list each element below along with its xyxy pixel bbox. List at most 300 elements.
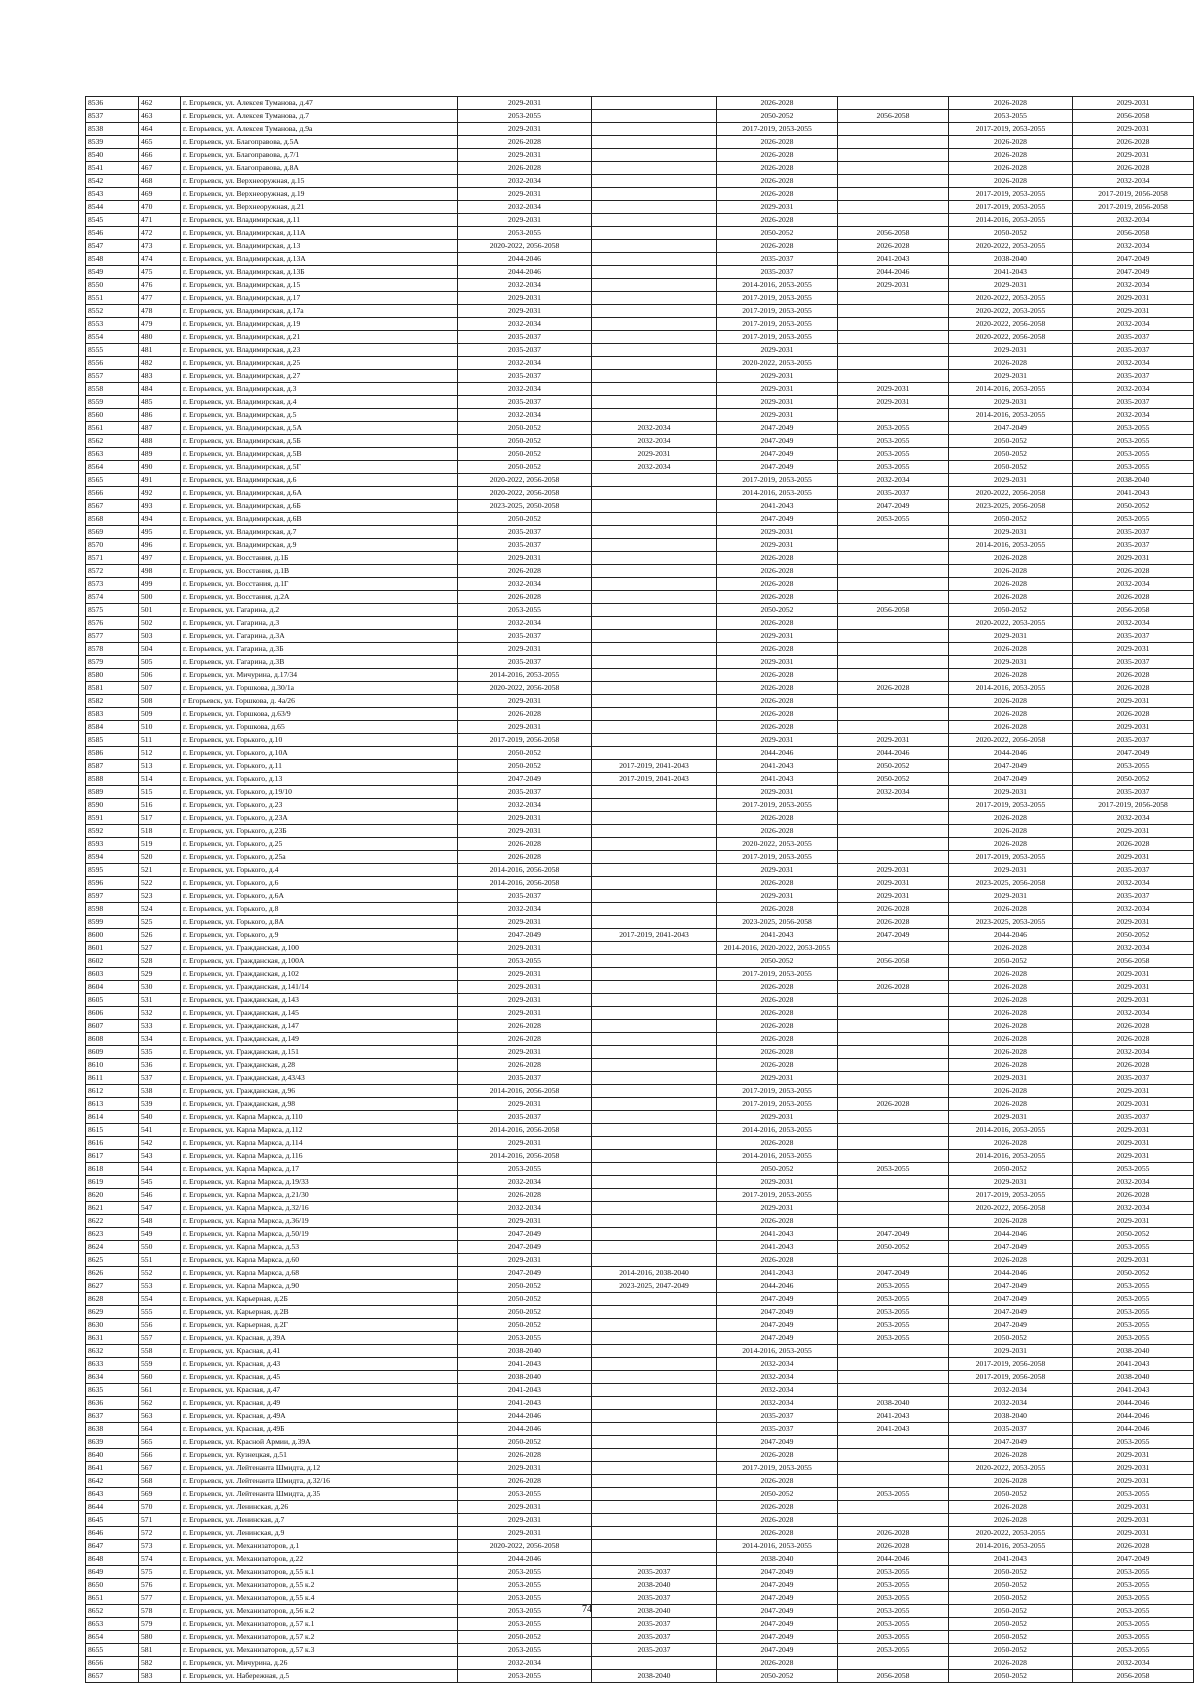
cell-row-number: 8554 [86, 331, 139, 344]
cell-period-basement: 2026-2028 [949, 968, 1073, 981]
cell-building-number: 565 [139, 1436, 181, 1449]
cell-building-number: 543 [139, 1150, 181, 1163]
cell-row-number: 8600 [86, 929, 139, 942]
cell-address: г. Егорьевск, ул. Владимирская, д.17а [181, 305, 458, 318]
table-row [86, 266, 1194, 279]
cell-row-number: 8546 [86, 227, 139, 240]
table-row [86, 916, 1194, 929]
cell-period-basement: 2017-2019, 2053-2055 [949, 201, 1073, 214]
cell-address: г. Егорьевск, ул. Карла Маркса, д.17 [181, 1163, 458, 1176]
cell-period-roof: 2035-2037 [458, 344, 592, 357]
cell-period-roof: 2047-2049 [458, 1241, 592, 1254]
cell-period-engineering: 2026-2028 [717, 552, 838, 565]
cell-period-basement: 2026-2028 [949, 942, 1073, 955]
cell-period-facade [592, 409, 717, 422]
cell-period-roof: 2050-2052 [458, 448, 592, 461]
cell-building-number: 561 [139, 1384, 181, 1397]
cell-period-elevator: 2026-2028 [838, 903, 949, 916]
cell-period-engineering: 2026-2028 [717, 1657, 838, 1670]
cell-period-basement: 2044-2046 [949, 1228, 1073, 1241]
table-row [86, 1319, 1194, 1332]
cell-period-foundation: 2029-2031 [1073, 643, 1194, 656]
cell-period-basement: 2026-2028 [949, 149, 1073, 162]
cell-period-facade [592, 1046, 717, 1059]
cell-row-number: 8581 [86, 682, 139, 695]
cell-period-facade: 2035-2037 [592, 1644, 717, 1657]
cell-address: г. Егорьевск, ул. Верхнеоружная, д.19 [181, 188, 458, 201]
cell-address: г. Егорьевск, ул. Горького, д.6 [181, 877, 458, 890]
cell-period-roof: 2029-2031 [458, 1501, 592, 1514]
cell-row-number: 8566 [86, 487, 139, 500]
cell-row-number: 8585 [86, 734, 139, 747]
cell-period-engineering: 2032-2034 [717, 1397, 838, 1410]
cell-period-elevator [838, 97, 949, 110]
cell-address: г. Егорьевск, ул. Гражданская, д.149 [181, 1033, 458, 1046]
cell-period-foundation: 2026-2028 [1073, 162, 1194, 175]
cell-address: г. Егорьевск, ул. Владимирская, д.5В [181, 448, 458, 461]
cell-period-facade [592, 1345, 717, 1358]
cell-period-facade [592, 1527, 717, 1540]
table-row [86, 708, 1194, 721]
cell-address: г. Егорьевск, ул. Гражданская, д.28 [181, 1059, 458, 1072]
cell-row-number: 8630 [86, 1319, 139, 1332]
table-row [86, 1124, 1194, 1137]
cell-period-basement: 2017-2019, 2053-2055 [949, 851, 1073, 864]
cell-period-roof: 2029-2031 [458, 1046, 592, 1059]
cell-building-number: 489 [139, 448, 181, 461]
cell-period-engineering: 2014-2016, 2020-2022, 2053-2055 [717, 942, 838, 955]
cell-row-number: 8550 [86, 279, 139, 292]
cell-building-number: 473 [139, 240, 181, 253]
cell-row-number: 8654 [86, 1631, 139, 1644]
cell-period-engineering: 2050-2052 [717, 1163, 838, 1176]
cell-period-roof: 2050-2052 [458, 513, 592, 526]
cell-period-roof: 2032-2034 [458, 279, 592, 292]
cell-row-number: 8536 [86, 97, 139, 110]
cell-row-number: 8548 [86, 253, 139, 266]
cell-period-elevator: 2053-2055 [838, 1280, 949, 1293]
table-row [86, 1475, 1194, 1488]
cell-period-foundation: 2053-2055 [1073, 1436, 1194, 1449]
cell-period-engineering: 2020-2022, 2053-2055 [717, 838, 838, 851]
cell-building-number: 500 [139, 591, 181, 604]
cell-period-basement: 2026-2028 [949, 136, 1073, 149]
cell-period-roof: 2044-2046 [458, 1423, 592, 1436]
cell-period-engineering: 2029-2031 [717, 630, 838, 643]
cell-period-roof: 2050-2052 [458, 760, 592, 773]
cell-period-basement: 2026-2028 [949, 1514, 1073, 1527]
cell-period-facade [592, 1163, 717, 1176]
cell-period-facade [592, 630, 717, 643]
table-row [86, 1436, 1194, 1449]
cell-building-number: 479 [139, 318, 181, 331]
cell-period-elevator [838, 136, 949, 149]
cell-period-foundation: 2029-2031 [1073, 1254, 1194, 1267]
cell-period-facade [592, 903, 717, 916]
cell-period-foundation: 2053-2055 [1073, 1644, 1194, 1657]
cell-row-number: 8597 [86, 890, 139, 903]
cell-row-number: 8562 [86, 435, 139, 448]
cell-period-basement: 2017-2019, 2056-2058 [949, 1371, 1073, 1384]
cell-period-foundation: 2029-2031 [1073, 292, 1194, 305]
cell-period-basement: 2029-2031 [949, 786, 1073, 799]
cell-row-number: 8571 [86, 552, 139, 565]
cell-address: г. Егорьевск, ул. Владимирская, д.5А [181, 422, 458, 435]
cell-row-number: 8556 [86, 357, 139, 370]
cell-period-foundation: 2026-2028 [1073, 1020, 1194, 1033]
cell-period-roof: 2029-2031 [458, 305, 592, 318]
cell-period-basement: 2014-2016, 2053-2055 [949, 1124, 1073, 1137]
cell-period-basement: 2020-2022, 2056-2058 [949, 487, 1073, 500]
cell-period-foundation: 2032-2034 [1073, 1202, 1194, 1215]
cell-address: г. Егорьевск, ул. Горького, д.11 [181, 760, 458, 773]
cell-period-elevator: 2029-2031 [838, 864, 949, 877]
cell-building-number: 478 [139, 305, 181, 318]
cell-period-engineering: 2050-2052 [717, 955, 838, 968]
cell-period-facade [592, 1501, 717, 1514]
cell-building-number: 493 [139, 500, 181, 513]
cell-period-roof: 2014-2016, 2056-2058 [458, 864, 592, 877]
cell-building-number: 554 [139, 1293, 181, 1306]
cell-period-engineering: 2029-2031 [717, 409, 838, 422]
cell-period-foundation: 2035-2037 [1073, 864, 1194, 877]
cell-period-elevator: 2026-2028 [838, 240, 949, 253]
cell-period-roof: 2026-2028 [458, 1449, 592, 1462]
cell-period-facade [592, 357, 717, 370]
cell-building-number: 582 [139, 1657, 181, 1670]
cell-address: г. Егорьевск, ул. Карьерная, д.2Б [181, 1293, 458, 1306]
cell-row-number: 8604 [86, 981, 139, 994]
cell-period-facade [592, 201, 717, 214]
cell-period-basement: 2029-2031 [949, 1345, 1073, 1358]
cell-row-number: 8638 [86, 1423, 139, 1436]
cell-row-number: 8567 [86, 500, 139, 513]
cell-row-number: 8588 [86, 773, 139, 786]
cell-period-foundation: 2056-2058 [1073, 110, 1194, 123]
cell-address: г. Егорьевск, ул. Владимирская, д.4 [181, 396, 458, 409]
cell-period-elevator: 2050-2052 [838, 1241, 949, 1254]
cell-period-roof: 2029-2031 [458, 721, 592, 734]
cell-period-elevator [838, 1202, 949, 1215]
cell-row-number: 8551 [86, 292, 139, 305]
cell-address: г. Егорьевск, ул. Ленинская, д.9 [181, 1527, 458, 1540]
cell-row-number: 8631 [86, 1332, 139, 1345]
cell-period-basement: 2026-2028 [949, 643, 1073, 656]
cell-address: г. Егорьевск, ул. Гражданская, д.102 [181, 968, 458, 981]
cell-building-number: 503 [139, 630, 181, 643]
cell-period-facade [592, 1475, 717, 1488]
cell-period-basement: 2026-2028 [949, 669, 1073, 682]
cell-period-foundation: 2050-2052 [1073, 1228, 1194, 1241]
cell-building-number: 469 [139, 188, 181, 201]
cell-period-facade [592, 474, 717, 487]
cell-period-engineering: 2029-2031 [717, 734, 838, 747]
cell-period-engineering: 2047-2049 [717, 435, 838, 448]
cell-building-number: 546 [139, 1189, 181, 1202]
cell-period-facade [592, 110, 717, 123]
cell-period-roof: 2029-2031 [458, 1098, 592, 1111]
cell-period-facade: 2035-2037 [592, 1618, 717, 1631]
cell-period-roof: 2041-2043 [458, 1358, 592, 1371]
cell-period-engineering: 2029-2031 [717, 1111, 838, 1124]
cell-period-facade: 2035-2037 [592, 1592, 717, 1605]
cell-address: г. Егорьевск, ул. Гражданская, д.100А [181, 955, 458, 968]
cell-period-basement: 2020-2022, 2053-2055 [949, 1527, 1073, 1540]
cell-address: г. Егорьевск, ул. Горького, д.10 [181, 734, 458, 747]
cell-period-facade [592, 396, 717, 409]
cell-period-foundation: 2035-2037 [1073, 526, 1194, 539]
cell-period-roof: 2047-2049 [458, 929, 592, 942]
cell-period-elevator: 2056-2058 [838, 604, 949, 617]
cell-period-facade [592, 1150, 717, 1163]
cell-period-facade: 2035-2037 [592, 1631, 717, 1644]
cell-period-foundation: 2032-2034 [1073, 1007, 1194, 1020]
cell-period-facade [592, 1189, 717, 1202]
cell-row-number: 8568 [86, 513, 139, 526]
table-row [86, 1618, 1194, 1631]
cell-address: г. Егорьевск, ул. Механизаторов, д.55 к.4 [181, 1592, 458, 1605]
cell-building-number: 583 [139, 1670, 181, 1683]
cell-period-elevator: 2053-2055 [838, 1566, 949, 1579]
table-row [86, 123, 1194, 136]
cell-building-number: 474 [139, 253, 181, 266]
cell-address: г. Егорьевск, ул. Красная, д.43 [181, 1358, 458, 1371]
table-row [86, 1332, 1194, 1345]
cell-address: г. Егорьевск, ул. Механизаторов, д.57 к.2 [181, 1631, 458, 1644]
cell-row-number: 8627 [86, 1280, 139, 1293]
cell-address: г. Егорьевск, ул. Карла Маркса, д.110 [181, 1111, 458, 1124]
table-row [86, 747, 1194, 760]
cell-period-foundation: 2053-2055 [1073, 1332, 1194, 1345]
cell-period-elevator [838, 1033, 949, 1046]
table-row [86, 1163, 1194, 1176]
cell-period-elevator: 2047-2049 [838, 1267, 949, 1280]
cell-period-roof: 2047-2049 [458, 1228, 592, 1241]
cell-row-number: 8656 [86, 1657, 139, 1670]
cell-period-facade: 2038-2040 [592, 1670, 717, 1683]
table-row [86, 110, 1194, 123]
cell-period-foundation: 2029-2031 [1073, 305, 1194, 318]
cell-address: г. Егорьевск, ул. Владимирская, д.5 [181, 409, 458, 422]
cell-period-basement: 2050-2052 [949, 1631, 1073, 1644]
cell-address: г. Егорьевск, ул. Лейтенанта Шмидта, д.12 [181, 1462, 458, 1475]
table-row [86, 370, 1194, 383]
cell-period-basement: 2017-2019, 2053-2055 [949, 1189, 1073, 1202]
cell-building-number: 495 [139, 526, 181, 539]
cell-period-facade [592, 1319, 717, 1332]
cell-address: г. Егорьевск, ул. Горшкова, д.63/9 [181, 708, 458, 721]
cell-period-elevator: 2053-2055 [838, 513, 949, 526]
cell-period-foundation: 2056-2058 [1073, 227, 1194, 240]
cell-period-basement: 2026-2028 [949, 97, 1073, 110]
cell-address: г. Егорьевск, ул. Владимирская, д.17 [181, 292, 458, 305]
cell-period-roof: 2026-2028 [458, 1020, 592, 1033]
cell-period-facade [592, 1488, 717, 1501]
cell-period-basement: 2050-2052 [949, 1163, 1073, 1176]
cell-period-basement: 2026-2028 [949, 565, 1073, 578]
cell-period-engineering: 2047-2049 [717, 513, 838, 526]
cell-period-roof: 2035-2037 [458, 370, 592, 383]
cell-building-number: 510 [139, 721, 181, 734]
cell-address: г. Егорьевск, ул. Ленинская, д.7 [181, 1514, 458, 1527]
cell-period-basement: 2050-2052 [949, 227, 1073, 240]
cell-period-facade [592, 1397, 717, 1410]
cell-period-facade [592, 1540, 717, 1553]
cell-row-number: 8549 [86, 266, 139, 279]
cell-period-basement: 2047-2049 [949, 1280, 1073, 1293]
cell-period-facade: 2017-2019, 2041-2043 [592, 773, 717, 786]
cell-row-number: 8541 [86, 162, 139, 175]
cell-period-facade [592, 1124, 717, 1137]
cell-period-engineering: 2029-2031 [717, 1072, 838, 1085]
cell-period-facade [592, 513, 717, 526]
cell-address: г. Егорьевск, ул. Гражданская, д.96 [181, 1085, 458, 1098]
cell-row-number: 8603 [86, 968, 139, 981]
cell-period-facade [592, 214, 717, 227]
cell-period-basement: 2026-2028 [949, 1033, 1073, 1046]
cell-row-number: 8648 [86, 1553, 139, 1566]
cell-address: г. Егорьевск, ул. Горшкова, д.65 [181, 721, 458, 734]
cell-period-engineering: 2029-2031 [717, 201, 838, 214]
cell-period-elevator [838, 838, 949, 851]
cell-period-foundation: 2038-2040 [1073, 474, 1194, 487]
cell-period-elevator [838, 1007, 949, 1020]
cell-period-facade [592, 851, 717, 864]
cell-building-number: 567 [139, 1462, 181, 1475]
cell-building-number: 514 [139, 773, 181, 786]
cell-row-number: 8599 [86, 916, 139, 929]
cell-period-elevator [838, 695, 949, 708]
cell-period-foundation: 2038-2040 [1073, 1345, 1194, 1358]
cell-period-facade [592, 799, 717, 812]
cell-period-engineering: 2050-2052 [717, 1670, 838, 1683]
cell-row-number: 8565 [86, 474, 139, 487]
cell-period-engineering: 2029-2031 [717, 344, 838, 357]
cell-building-number: 580 [139, 1631, 181, 1644]
cell-address: г. Егорьевск, ул. Владимирская, д.19 [181, 318, 458, 331]
cell-period-roof: 2038-2040 [458, 1345, 592, 1358]
cell-period-facade [592, 1254, 717, 1267]
table-row [86, 903, 1194, 916]
cell-period-foundation: 2029-2031 [1073, 994, 1194, 1007]
table-body [86, 97, 1194, 1683]
cell-address: г. Егорьевск, ул. Владимирская, д.6А [181, 487, 458, 500]
cell-building-number: 559 [139, 1358, 181, 1371]
cell-period-roof: 2029-2031 [458, 1527, 592, 1540]
cell-period-elevator [838, 994, 949, 1007]
cell-period-roof: 2029-2031 [458, 292, 592, 305]
cell-period-engineering: 2029-2031 [717, 656, 838, 669]
cell-period-roof: 2032-2034 [458, 799, 592, 812]
cell-period-roof: 2029-2031 [458, 1007, 592, 1020]
cell-period-facade [592, 565, 717, 578]
cell-period-elevator [838, 188, 949, 201]
cell-period-elevator [838, 1254, 949, 1267]
cell-period-roof: 2020-2022, 2056-2058 [458, 474, 592, 487]
cell-building-number: 529 [139, 968, 181, 981]
cell-building-number: 562 [139, 1397, 181, 1410]
cell-period-basement: 2023-2025, 2056-2058 [949, 500, 1073, 513]
cell-period-foundation: 2029-2031 [1073, 1501, 1194, 1514]
cell-row-number: 8586 [86, 747, 139, 760]
cell-building-number: 548 [139, 1215, 181, 1228]
cell-period-roof: 2035-2037 [458, 331, 592, 344]
cell-period-elevator [838, 565, 949, 578]
cell-period-basement: 2044-2046 [949, 1267, 1073, 1280]
cell-period-elevator: 2053-2055 [838, 461, 949, 474]
table-row [86, 1501, 1194, 1514]
cell-period-elevator [838, 1436, 949, 1449]
cell-row-number: 8545 [86, 214, 139, 227]
cell-period-foundation: 2032-2034 [1073, 578, 1194, 591]
cell-period-roof: 2032-2034 [458, 383, 592, 396]
cell-period-roof: 2050-2052 [458, 461, 592, 474]
cell-building-number: 488 [139, 435, 181, 448]
cell-building-number: 463 [139, 110, 181, 123]
cell-row-number: 8577 [86, 630, 139, 643]
cell-period-roof: 2050-2052 [458, 435, 592, 448]
cell-building-number: 517 [139, 812, 181, 825]
cell-period-facade [592, 1449, 717, 1462]
cell-period-facade [592, 1371, 717, 1384]
cell-period-basement: 2026-2028 [949, 357, 1073, 370]
cell-address: г. Егорьевск, ул. Карла Маркса, д.36/19 [181, 1215, 458, 1228]
cell-period-elevator: 2056-2058 [838, 227, 949, 240]
cell-period-engineering: 2026-2028 [717, 1449, 838, 1462]
cell-period-elevator [838, 656, 949, 669]
cell-building-number: 506 [139, 669, 181, 682]
table-row [86, 617, 1194, 630]
cell-period-facade [592, 1176, 717, 1189]
cell-row-number: 8584 [86, 721, 139, 734]
cell-period-basement: 2026-2028 [949, 1085, 1073, 1098]
table-row [86, 201, 1194, 214]
cell-period-facade [592, 1111, 717, 1124]
cell-period-engineering: 2029-2031 [717, 526, 838, 539]
table-row [86, 968, 1194, 981]
table-row [86, 279, 1194, 292]
cell-period-engineering: 2026-2028 [717, 1254, 838, 1267]
cell-building-number: 563 [139, 1410, 181, 1423]
cell-period-foundation: 2026-2028 [1073, 1540, 1194, 1553]
cell-period-elevator: 2041-2043 [838, 253, 949, 266]
cell-period-basement: 2029-2031 [949, 526, 1073, 539]
cell-period-facade [592, 383, 717, 396]
cell-period-roof: 2047-2049 [458, 773, 592, 786]
cell-period-elevator: 2047-2049 [838, 1228, 949, 1241]
table-row [86, 1657, 1194, 1670]
cell-address: г. Егорьевск, ул. Механизаторов, д.55 к.2 [181, 1579, 458, 1592]
cell-row-number: 8575 [86, 604, 139, 617]
cell-address: г. Егорьевск, ул. Набережная, д.5 [181, 1670, 458, 1683]
cell-period-basement: 2026-2028 [949, 825, 1073, 838]
cell-period-basement: 2047-2049 [949, 773, 1073, 786]
cell-building-number: 509 [139, 708, 181, 721]
cell-period-engineering: 2035-2037 [717, 1423, 838, 1436]
cell-period-facade [592, 1306, 717, 1319]
cell-period-engineering: 2026-2028 [717, 682, 838, 695]
cell-period-facade [592, 617, 717, 630]
cell-period-engineering: 2026-2028 [717, 1137, 838, 1150]
table-row [86, 773, 1194, 786]
cell-building-number: 490 [139, 461, 181, 474]
cell-address: г. Егорьевск, ул. Гражданская, д.141/14 [181, 981, 458, 994]
cell-period-engineering: 2026-2028 [717, 1215, 838, 1228]
cell-period-roof: 2029-2031 [458, 188, 592, 201]
cell-period-facade: 2032-2034 [592, 435, 717, 448]
cell-address: г. Егорьевск, ул. Владимирская, д.5Б [181, 435, 458, 448]
cell-period-engineering: 2026-2028 [717, 669, 838, 682]
